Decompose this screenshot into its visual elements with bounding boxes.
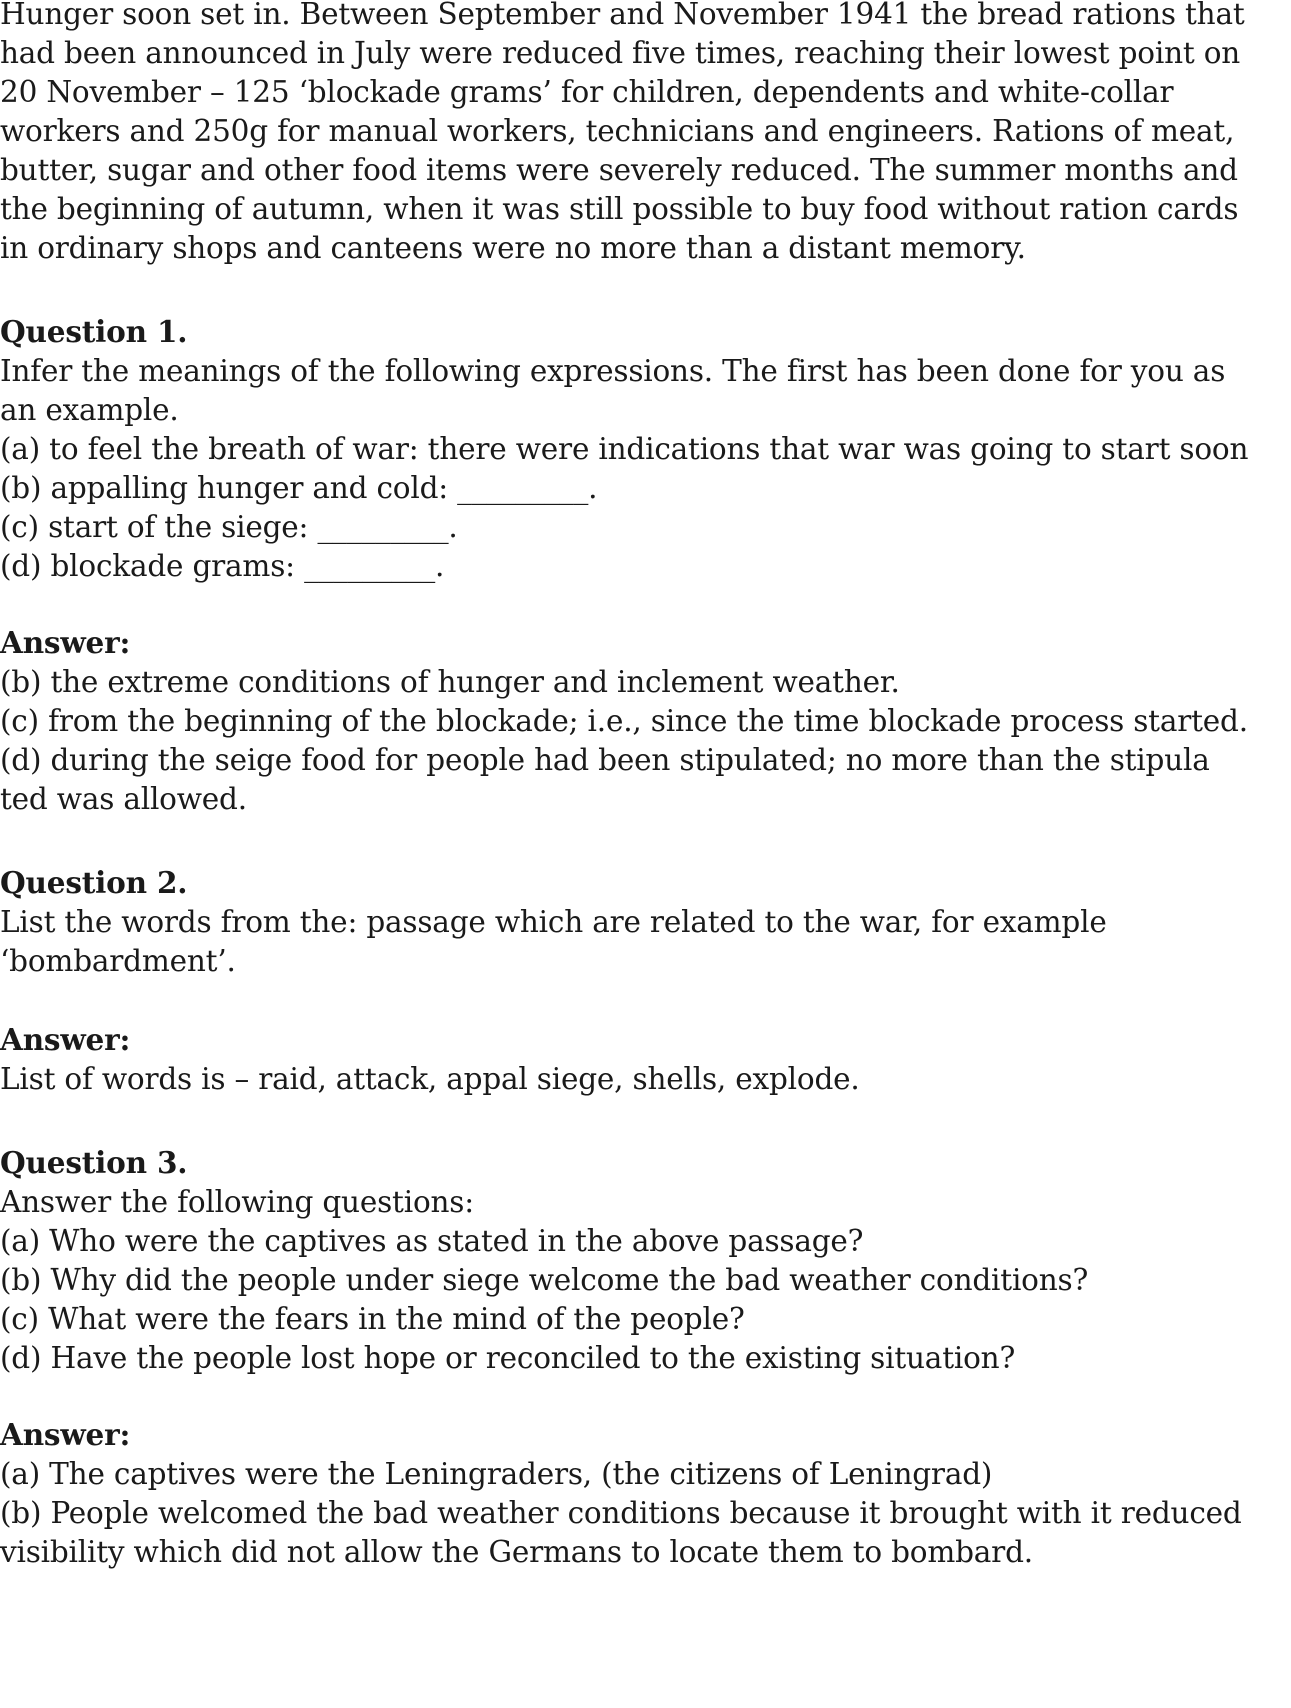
passage-line: the beginning of autumn, when it was still possible to buy food without ration cards [0,192,1239,226]
answer-line: visibility which did not allow the Germans to locate them to bombard. [0,1535,1033,1569]
question-heading: Question 1. [0,314,188,349]
question-line: (c) start of the siege: _________. [0,510,458,544]
question-line: ‘bombardment’. [0,944,236,978]
answer-line: (c) from the beginning of the blockade; i.e., since the time blockade process started. [0,704,1248,738]
question-heading: Question 2. [0,865,188,900]
question-line: (a) Who were the captives as stated in the above passage? [0,1224,864,1258]
question-line: an example. [0,393,179,427]
answer-line: (b) the extreme conditions of hunger and inclement weather. [0,665,900,699]
question-line: List the words from the: passage which are related to the war, for example [0,905,1107,939]
passage-line: had been announced in July were reduced five times, reaching their lowest point on [0,36,1241,70]
passage-line: workers and 250g for manual workers, technicians and engineers. Rations of meat, [0,114,1235,148]
answer-line: (d) during the seige food for people had been stipulated; no more than the stipula [0,743,1210,777]
answer-heading: Answer: [0,625,131,660]
answer-line: ted was allowed. [0,782,247,816]
passage-line: butter, sugar and other food items were severely reduced. The summer months and [0,153,1238,187]
passage-line: in ordinary shops and canteens were no more than a distant memory. [0,231,1026,265]
passage-line: Hunger soon set in. Between September and November 1941 the bread rations that [0,0,1245,31]
question-line: Answer the following questions: [0,1185,474,1219]
question-line: (d) Have the people lost hope or reconciled to the existing situation? [0,1341,1016,1375]
question-line: (a) to feel the breath of war: there were indications that war was going to start soon [0,432,1249,466]
answer-heading: Answer: [0,1022,131,1057]
answer-heading: Answer: [0,1417,131,1452]
question-line: (d) blockade grams: _________. [0,549,445,583]
answer-line: (a) The captives were the Leningraders, (the citizens of Leningrad) [0,1457,993,1491]
question-heading: Question 3. [0,1145,188,1180]
question-line: (c) What were the fears in the mind of the people? [0,1302,745,1336]
question-line: Infer the meanings of the following expressions. The first has been done for you as [0,354,1226,388]
passage-line: 20 November – 125 ‘blockade grams’ for children, dependents and white-collar [0,75,1174,109]
question-line: (b) Why did the people under siege welcome the bad weather conditions? [0,1263,1089,1297]
question-line: (b) appalling hunger and cold: _________. [0,471,598,505]
answer-line: (b) People welcomed the bad weather conditions because it brought with it reduced [0,1496,1242,1530]
answer-line: List of words is – raid, attack, appal siege, shells, explode. [0,1062,860,1096]
